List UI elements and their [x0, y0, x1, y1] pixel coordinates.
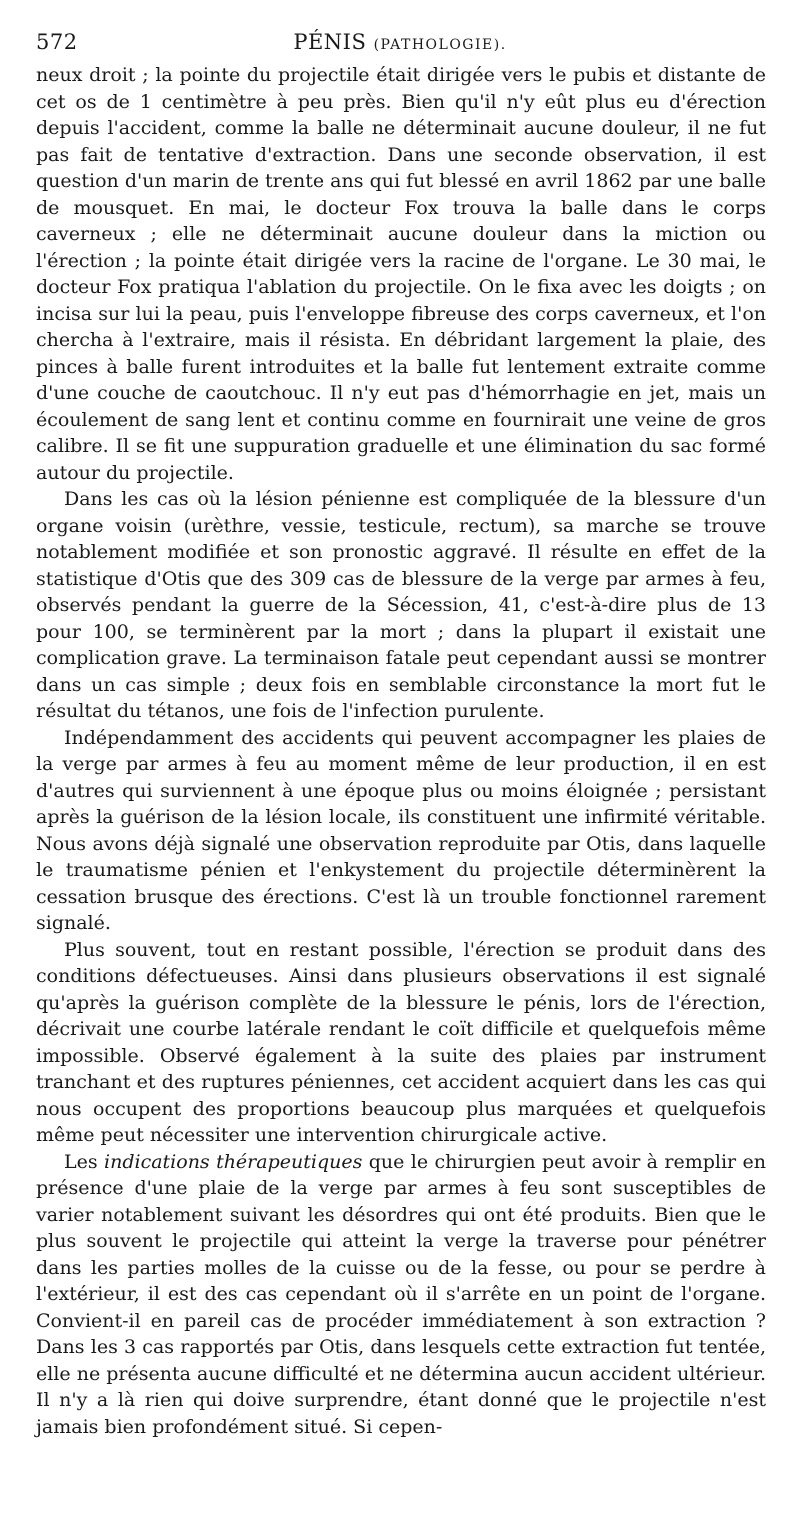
page-header: [36, 22, 764, 62]
running-title: [36, 30, 764, 54]
paragraph-1: neux droit ; la pointe du projectile était dirigée vers le pubis et distante de cet os de 1 centimètre à peu près. Bien qu'il n'y eût plus eu d'érection depuis l'accident, comme la balle ne déterminait aucune douleur, il ne fut pas fait de tentative d'extraction. Dans une seconde observation, il est question d'un marin de trente ans qui fut blessé en avril 1862 par une balle de mousquet. En mai, le docteur Fox trouva la balle dans le corps caverneux ; elle ne déterminait aucune douleur dans la miction ou l'érection ; la pointe était dirigée vers la racine de l'organe. Le 30 mai, le docteur Fox pratiqua l'ablation du projectile. On le fixa avec les doigts ; on incisa sur lui la peau, puis l'enveloppe fibreuse des corps caverneux, et l'on chercha à l'extraire, mais il résista. En débridant largement la plaie, des pinces à balle furent introduites et la balle fut lentement extraite comme d'une couche de caoutchouc. Il n'y eut pas d'hémorrhagie en jet, mais un écoulement de sang lent et continu comme en fournirait une veine de gros calibre. Il se fit une suppuration graduelle et une élimination du sac formé autour du projectile.: [36, 64, 766, 484]
paragraph-5-start: Les: [64, 1150, 105, 1173]
page-number: 572: [36, 30, 78, 54]
running-title-sub: (PATHOLOGIE).: [373, 37, 507, 53]
paragraph-3: Indépendamment des accidents qui peuvent accompagner les plaies de la verge par armes à feu au moment même de leur production, il en est d'autres qui surviennent à une époque plus ou moins éloignée ; persistant après la guérison de la lésion locale, ils constituent une infirmité véritable. Nous avons déjà signalé une observation reproduite par Otis, dans laquelle le traumatisme pénien et l'enkystement du projectile déterminèrent la cessation brusque des érections. C'est là un trouble fonctionnel rarement signalé.: [36, 726, 766, 934]
running-title-main: PÉNIS: [293, 30, 367, 54]
paragraph-5: [36, 1149, 766, 1441]
paragraph-5-rest: que le chirurgien peut avoir à remplir en présence d'une plaie de la verge par armes à feu sont susceptibles de varier notablement suivant les désordres qui ont été produits. Bien que le plus souvent le projectile qui atteint la verge la traverse pour pénétrer dans les parties molles de la cuisse ou de la fesse, ou pour se perdre à l'extérieur, il est des cas cependant où il s'arrête en un point de l'organe. Convient-il en pareil cas de procéder immédiatement à son extraction ? Dans les 3 cas rapportés par Otis, dans lesquels cette extraction fut tentée, elle ne présenta aucune difficulté et ne détermina aucun accident ultérieur. Il n'y a là rien qui doive surprendre, étant donné que le projectile n'est jamais bien profondément situé. Si cepen-: [36, 1150, 766, 1438]
paragraph-4: Plus souvent, tout en restant possible, l'érection se produit dans des conditions défectueuses. Ainsi dans plusieurs observations il est signalé qu'après la guérison complète de la blessure le pénis, lors de l'érection, décrivait une courbe latérale rendant le coït difficile et quelquefois même impossible. Observé également à la suite des plaies par instrument tranchant et des ruptures péniennes, cet accident acquiert dans les cas qui nous occupent des proportions beaucoup plus marquées et quelquefois même peut nécessiter une intervention chirurgicale active.: [36, 938, 766, 1146]
body-text: [36, 62, 766, 1440]
italic-term: indications thérapeutiques: [104, 1150, 363, 1173]
paragraph-2: Dans les cas où la lésion pénienne est compliquée de la blessure d'un organe voisin (urèthre, vessie, testicule, rectum), sa marche se trouve notablement modifiée et son pronostic aggravé. Il résulte en effet de la statistique d'Otis que des 309 cas de blessure de la verge par armes à feu, observés pendant la guerre de la Sécession, 41, c'est-à-dire plus de 13 pour 100, se terminèrent par la mort ; dans la plupart il existait une complication grave. La terminaison fatale peut cependant aussi se montrer dans un cas simple ; deux fois en semblable circonstance la mort fut le résultat du tétanos, une fois de l'infection purulente.: [36, 488, 766, 722]
